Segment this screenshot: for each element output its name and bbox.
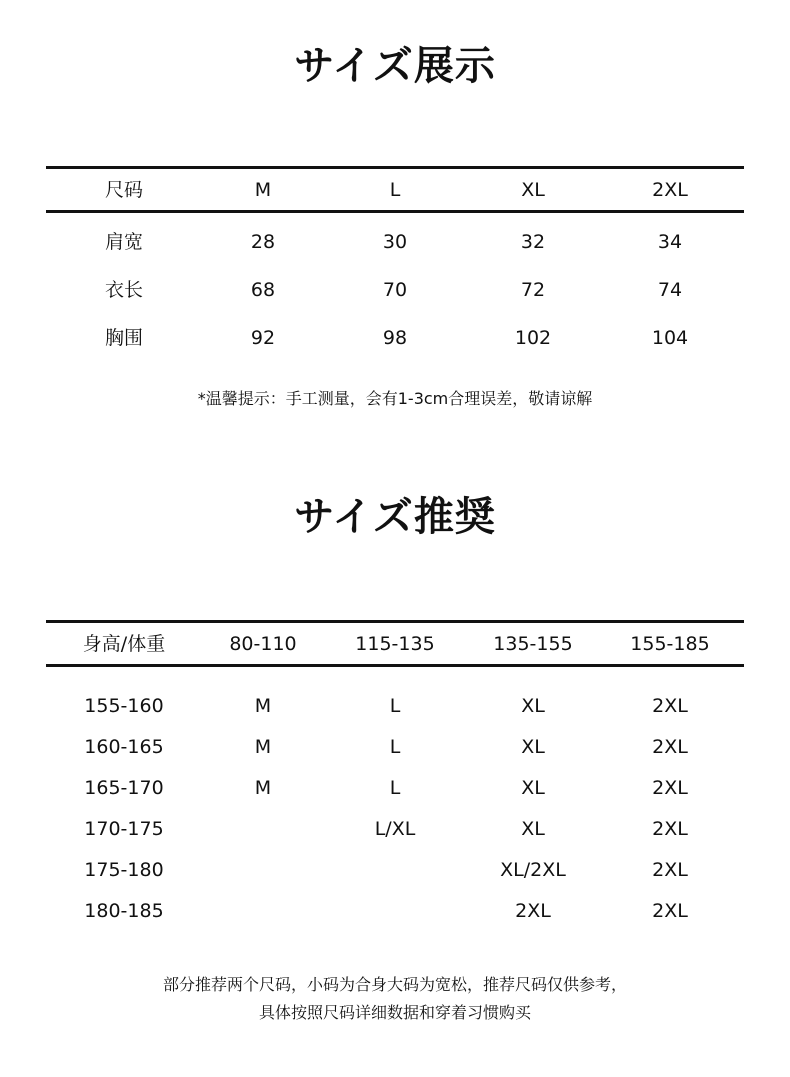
table-cell: M [254,695,272,717]
table-cell: 2XL [652,777,688,799]
header-cell-size: 尺码 [104,179,143,201]
table-cell: 70 [382,279,408,301]
table-cell: 68 [250,279,276,301]
table-cell: L/XL [374,818,416,840]
table-row [46,732,744,762]
table-row [46,814,744,844]
table-cell: 72 [520,279,546,301]
table-row [46,773,744,803]
row-label: 衣长 [104,279,143,301]
recommend-note-line-1: 部分推荐两个尺码，小码为合身大码为宽松，推荐尺码仅供参考， [162,975,627,994]
measurement-note: *温馨提示：手工测量，会有1-3cm合理误差，敬请谅解 [197,389,593,408]
header-cell-xl: XL [521,179,545,201]
header-cell-weight-range: 155-185 [630,633,710,655]
row-label: 肩宽 [104,231,143,253]
table-cell: 32 [520,231,546,253]
row-label: 165-170 [84,777,164,799]
table-cell: L [389,777,401,799]
row-label: 160-165 [84,736,164,758]
table-cell: M [254,777,272,799]
table-top-rule [46,166,744,169]
table-cell: 102 [514,327,552,349]
table-row [46,855,744,885]
table-cell: 2XL [515,900,551,922]
table-cell: 28 [250,231,276,253]
table-cell: 34 [657,231,683,253]
header-cell-weight-range: 80-110 [229,633,297,655]
size-display-title: サイズ展示 [294,43,496,89]
table-cell: L [389,695,401,717]
table-cell: L [389,736,401,758]
table-cell: 92 [250,327,276,349]
table-top-rule [46,620,744,623]
table-cell: 2XL [652,859,688,881]
row-label: 155-160 [84,695,164,717]
table-cell: XL [521,736,545,758]
row-label: 175-180 [84,859,164,881]
table-header-rule [46,210,744,213]
table-cell: 98 [382,327,408,349]
table-cell: 74 [657,279,683,301]
recommend-note-line-2: 具体按照尺码详细数据和穿着习惯购买 [258,1003,531,1022]
table-cell: XL [521,818,545,840]
table-row [46,896,744,926]
table-cell: XL [521,777,545,799]
table-cell: 2XL [652,736,688,758]
header-cell-2xl: 2XL [652,179,688,201]
recommend-table-header [46,629,744,659]
table-row [46,275,744,305]
table-row [46,323,744,353]
table-row [46,691,744,721]
header-cell-weight-range: 135-155 [493,633,573,655]
table-row [46,227,744,257]
table-cell: XL [521,695,545,717]
table-cell: 2XL [652,900,688,922]
size-recommend-title: サイズ推奨 [294,494,496,540]
header-cell-weight-range: 115-135 [355,633,435,655]
table-cell: 2XL [652,695,688,717]
row-label: 180-185 [84,900,164,922]
header-cell-m: M [254,179,272,201]
table-cell: 30 [382,231,408,253]
table-cell: XL/2XL [500,859,566,881]
table-cell: M [254,736,272,758]
header-cell-l: L [389,179,401,201]
row-label: 170-175 [84,818,164,840]
table-cell: 104 [651,327,689,349]
header-cell-height-weight: 身高/体重 [82,633,166,655]
table-cell: 2XL [652,818,688,840]
size-table-header [46,175,744,205]
table-header-rule [46,664,744,667]
row-label: 胸围 [104,327,143,349]
